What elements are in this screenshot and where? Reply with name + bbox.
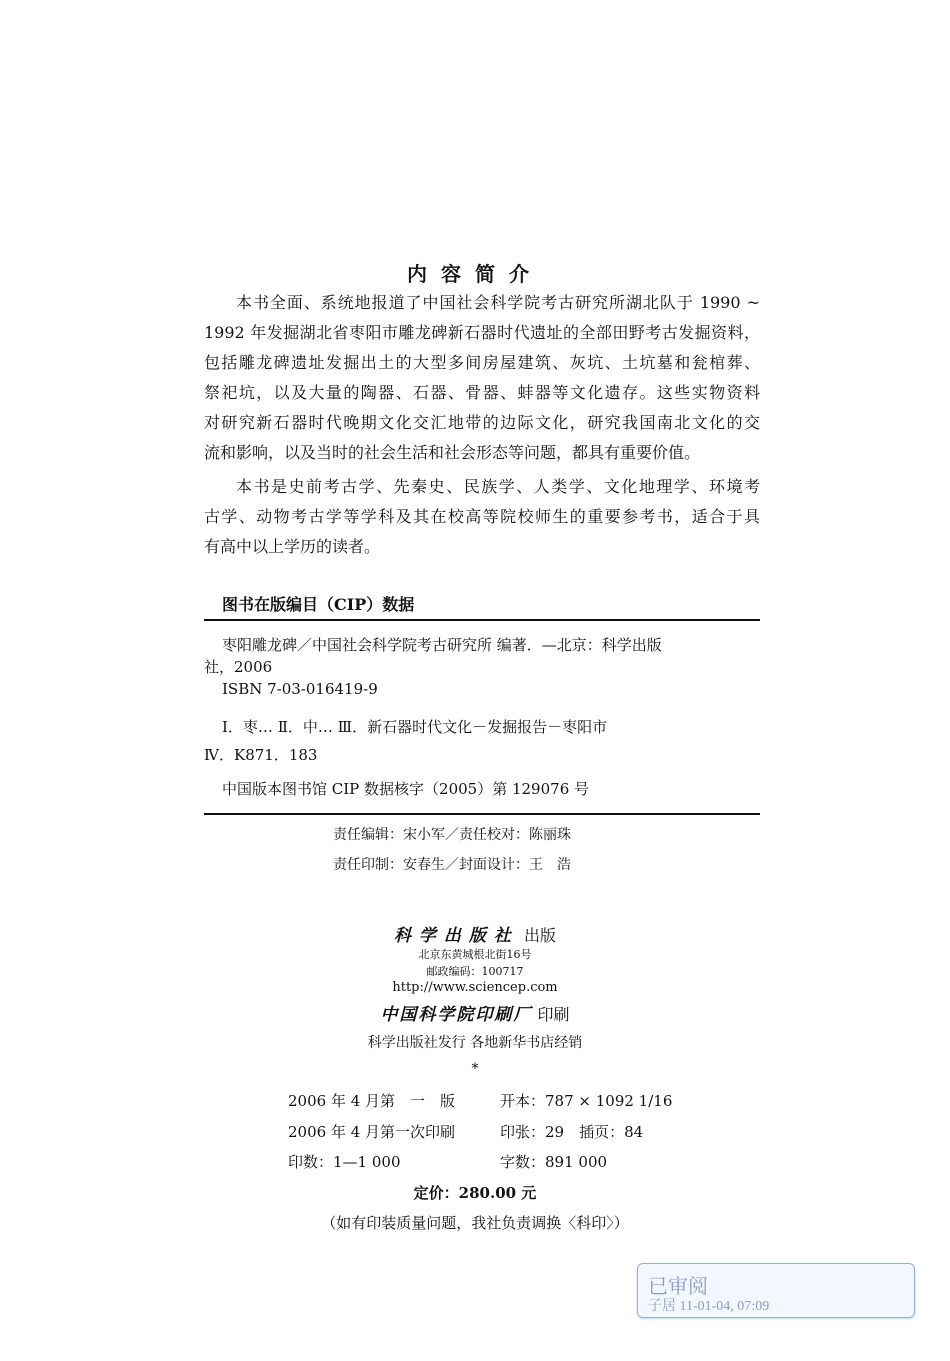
- text-line: 对研究新石器时代晚期文化交汇地带的边际文化，研究我国南北文化的交: [204, 413, 760, 432]
- publisher-line: [0, 921, 950, 946]
- cip-subjects: Ⅰ．枣… Ⅱ．中… Ⅲ．新石器时代文化－发掘报告－枣阳市: [222, 718, 608, 736]
- separator-asterisk: *: [471, 1061, 479, 1077]
- publisher-postcode: 邮政编码：100717: [426, 965, 524, 978]
- printer-line: [0, 1000, 950, 1025]
- text-line: 有高中以上学历的读者。: [204, 537, 381, 556]
- printer-name: 中国科学院印刷厂: [380, 1005, 533, 1025]
- cip-verification: 中国版本图书馆 CIP 数据核字（2005）第 129076 号: [222, 780, 590, 798]
- cip-bottom-rule: [204, 813, 760, 815]
- cip-isbn: ISBN 7-03-016419-9: [222, 680, 378, 698]
- summary-paragraph-1: [204, 288, 760, 468]
- text-line: 本书全面、系统地报道了中国社会科学院考古研究所湖北队于 1990 ~: [236, 293, 760, 312]
- publisher-url: http://www.sciencep.com: [392, 980, 558, 995]
- printer-action: 印刷: [537, 1005, 570, 1024]
- quality-note: （如有印装质量问题，我社负责调换〈科印〉）: [321, 1214, 629, 1232]
- publisher-name: 科学出版社: [393, 926, 519, 946]
- text-line: 流和影响，以及当时的社会生活和社会形态等问题，都具有重要价值。: [204, 443, 701, 462]
- publisher-address: 北京东黄城根北街16号: [418, 948, 532, 961]
- page-title: 内容简介: [407, 262, 543, 286]
- spec-copies: 印数：1—1 000: [288, 1153, 401, 1171]
- cip-heading: 图书在版编目（CIP）数据: [222, 595, 415, 614]
- text-line: 本书是史前考古学、先秦史、民族学、人类学、文化地理学、环境考: [236, 477, 760, 496]
- distribution-line: 科学出版社发行 各地新华书店经销: [367, 1035, 583, 1051]
- cip-classification: Ⅳ．K871．183: [204, 746, 318, 764]
- text-line: 祭祀坑，以及大量的陶器、石器、骨器、蚌器等文化遗存。这些实物资料: [204, 383, 760, 402]
- spec-printing: 2006 年 4 月第一次印刷: [288, 1123, 456, 1141]
- spec-edition: 2006 年 4 月第 一 版: [288, 1092, 456, 1110]
- review-meta: 子居 11-01-04, 07:09: [648, 1299, 770, 1314]
- text-line: 古学、动物考古学等学科及其在校高等院校师生的重要参考书，适合于具: [204, 507, 760, 526]
- spec-sheets: 印张：29 插页：84: [500, 1123, 644, 1141]
- summary-paragraph-2: [204, 472, 760, 562]
- cip-top-rule: [204, 619, 760, 621]
- spec-format: 开本：787 × 1092 1/16: [500, 1092, 673, 1110]
- review-stamp[interactable]: [637, 1263, 915, 1318]
- credits-editors: 责任编辑：宋小军／责任校对：陈丽珠: [333, 827, 571, 843]
- publisher-action: 出版: [524, 926, 557, 945]
- price: 定价：280.00 元: [413, 1184, 537, 1202]
- text-line: 包括雕龙碑遗址发掘出土的大型多间房屋建筑、灰坑、土坑墓和瓮棺葬、: [204, 353, 760, 372]
- spec-words: 字数：891 000: [500, 1153, 608, 1171]
- text-line: 1992 年发掘湖北省枣阳市雕龙碑新石器时代遗址的全部田野考古发掘资料，: [204, 323, 760, 342]
- cip-title-line: 枣阳雕龙碑／中国社会科学院考古研究所 编著．—北京：科学出版: [222, 636, 662, 654]
- cip-title-line-cont: 社，2006: [204, 658, 273, 676]
- credits-production: 责任印制：安春生／封面设计：王 浩: [333, 857, 571, 873]
- review-status: 已审阅: [648, 1274, 708, 1298]
